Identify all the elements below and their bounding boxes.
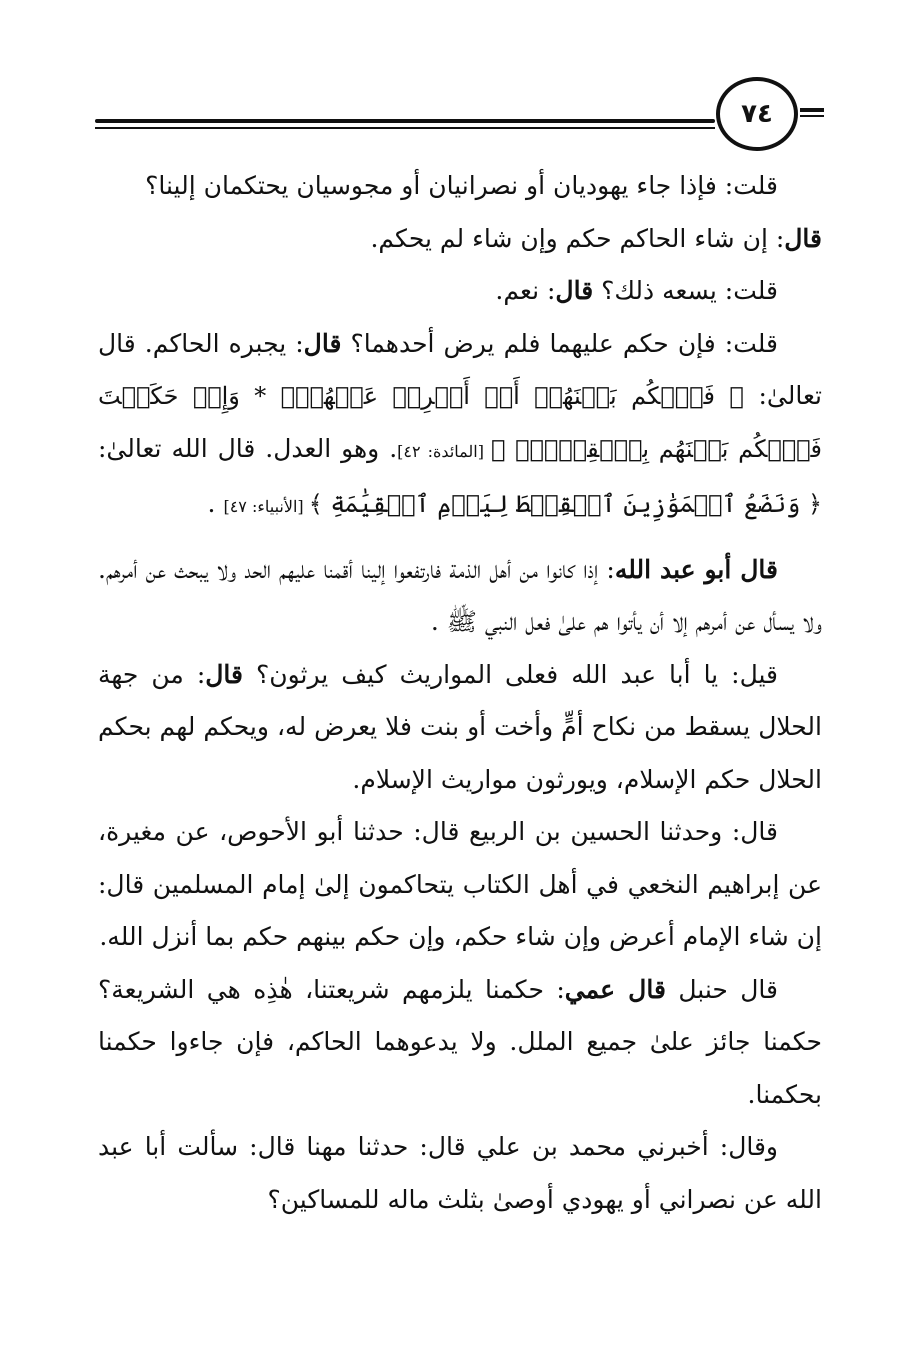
paragraph [98,964,822,1122]
text-segment: . وهو العدل. قال الله تعالىٰ: [98,433,398,463]
text-segment: : يجبره الحاكم. قال تعالىٰ: [98,328,822,410]
quran-verse: ﴿ فَٱحۡكُم بَيۡنَهُمۡ أَوۡ أَعۡرِضۡ عَنۡهُمۡۖ * وَإِنۡ حَكَمۡتَ فَٱحۡكُم بَيۡنَهُم بِٱلۡقِسۡطِۚ ﴾ [98,382,823,463]
text-segment: قلت: فإذا جاء يهوديان أو نصرانيان أو مجوسيان يحتكمان إلينا؟ [145,171,778,200]
text-segment: وقال: أخبرني محمد بن علي قال: حدثنا مهنا قال: سألت أبا عبد الله عن نصراني أو يهودي أوصىٰ بثلث ماله للمساكين؟ [98,1132,822,1214]
page-number: ٧٤ [716,77,798,151]
speaker-label: قال [555,276,594,305]
speaker-label: قال أبو عبد الله [614,554,778,584]
paragraph [98,544,822,649]
paragraph [98,160,822,213]
page-body [98,160,822,1226]
header-rule-short-thick [800,108,824,112]
speaker-label: قال [205,659,243,689]
speaker-label: قال [784,223,822,253]
text-segment: قيل: يا أبا عبد الله فعلى المواريث كيف يرثون؟ [242,659,778,689]
text-segment: قال حنبل [665,974,778,1004]
paragraph [98,1121,822,1226]
verse-citation: [الأنبياء: ٤٧] [223,497,309,516]
speaker-label: قال عمي [564,974,666,1004]
paragraph [98,265,822,318]
paragraph [98,318,822,534]
paragraph [98,649,822,807]
header-rule-thin [95,127,715,129]
paragraph [98,806,822,964]
header-rule-thick [95,119,715,123]
speaker-label: قال [303,328,342,358]
text-segment: : إذا كانوا من أهل الذمة فارتفعوا إلينا أقمنا عليهم الحد ولا يبحث عن أمرهم. ولا يسأل عن أمرهم إلا أن يأتوا هم علىٰ فعل النبي ﷺ . [98,554,822,636]
text-segment: : حكمنا يلزمهم شريعتنا، هٰذِه هي الشريعة؟ حكمنا جائز علىٰ جميع الملل. ولا يدعوهما الحاكم، فإن جاءوا حكمنا بحكمنا. [98,974,822,1109]
text-segment: قلت: يسعه ذلك؟ [593,276,778,305]
text-segment: . [207,489,224,518]
quran-verse: ﴿ وَنَضَعُ ٱلۡمَوَٰزِينَ ٱلۡقِسۡطَ لِيَوۡمِ ٱلۡقِيَٰمَةِ ﴾ [308,490,822,518]
text-segment: قلت: فإن حكم عليهما فلم يرض أحدهما؟ [341,328,778,358]
header-rule-short-thin [800,115,824,117]
verse-citation: [المائدة: ٤٢] [397,441,492,461]
text-segment: : نعم. [495,276,556,305]
paragraph [98,213,822,266]
text-segment: : إن شاء الحاكم حكم وإن شاء لم يحكم. [370,223,785,253]
text-segment: قال: وحدثنا الحسين بن الربيع قال: حدثنا أبو الأحوص، عن مغيرة، عن إبراهيم النخعي في أهل الكتاب يتحاكمون إلىٰ إمام المسلمين قال: إن شاء الإمام أعرض وإن شاء حكم، وإن حكم بينهم حكم بما أنزل الله. [98,817,822,951]
text-segment: : من جهة الحلال يسقط من نكاح أمٍّ وأخت أو بنت فلا يعرض له، ويحكم لهم بحكم الحلال حكم الإسلام، ويورثون مواريث الإسلام. [98,659,822,794]
